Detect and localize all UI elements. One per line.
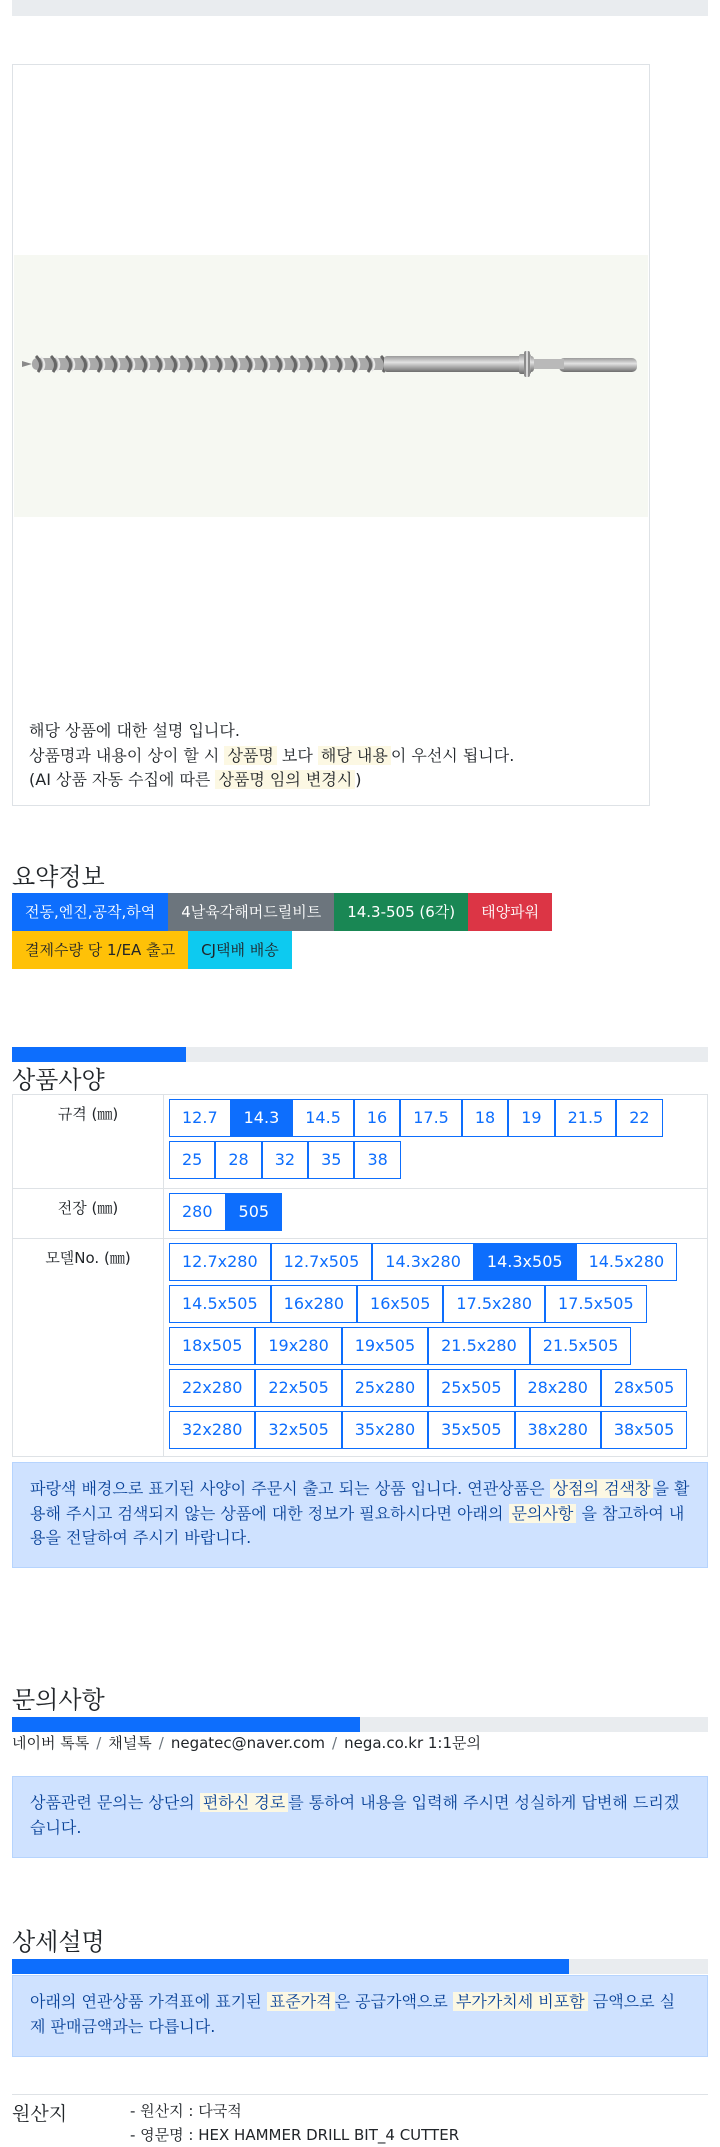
highlight-content: 해당 내용 (318, 746, 391, 765)
length-option-button[interactable]: 280 (169, 1193, 226, 1231)
image-caption (29, 719, 514, 793)
size-option-button[interactable]: 32 (262, 1141, 308, 1179)
model-option-row (169, 1411, 705, 1453)
length-options (164, 1189, 708, 1239)
inquiry-progress (12, 1717, 708, 1732)
model-option-button[interactable]: 17.5x280 (443, 1285, 545, 1323)
summary-badge: 결제수량 당 1/EA 출고 (12, 931, 188, 969)
model-option-row (169, 1285, 705, 1327)
product-photo (14, 255, 648, 517)
model-option-button[interactable]: 17.5x505 (545, 1285, 647, 1323)
product-image-frame (12, 64, 650, 806)
inquiry-channel-link[interactable]: 채널톡 (108, 1734, 152, 1752)
inquiry-channel-link[interactable]: 네이버 톡톡 (12, 1734, 90, 1752)
summary-badges (12, 893, 708, 969)
size-option-button[interactable]: 12.7 (169, 1099, 231, 1137)
length-option-row (169, 1193, 705, 1235)
inquiry-channels (12, 1732, 481, 1753)
highlight-vat: 부가가치세 비포함 (453, 1992, 588, 2011)
channel-separator: / (332, 1734, 338, 1752)
model-option-row (169, 1369, 705, 1411)
model-option-button[interactable]: 38x280 (515, 1411, 601, 1449)
model-option-button[interactable]: 22x505 (255, 1369, 341, 1407)
size-label: 규격 (㎜) (13, 1095, 164, 1189)
model-option-button[interactable]: 16x280 (271, 1285, 357, 1323)
model-label: 모델No. (㎜) (13, 1239, 164, 1457)
model-options (164, 1239, 708, 1457)
detail-title: 상세설명 (12, 1928, 105, 1956)
size-option-row (169, 1141, 705, 1183)
model-option-button[interactable]: 28x505 (601, 1369, 687, 1407)
model-option-button[interactable]: 35x280 (342, 1411, 428, 1449)
model-option-button[interactable]: 19x505 (342, 1327, 428, 1365)
detail-progress-fill (12, 1959, 569, 1974)
summary-badge: 14.3-505 (6각) (334, 893, 468, 931)
origin-lines (130, 2099, 459, 2147)
caption-line-3: (AI 상품 자동 수집에 따른 상품명 임의 변경시 ) (29, 770, 362, 789)
model-option-button[interactable]: 19x280 (255, 1327, 341, 1365)
size-option-row (169, 1099, 705, 1141)
caption-line-2: 상품명과 내용이 상이 할 시 상품명 보다 해당 내용 이 우선시 됩니다. (29, 745, 515, 765)
size-option-button[interactable]: 18 (462, 1099, 508, 1137)
model-option-button[interactable]: 32x280 (169, 1411, 255, 1449)
model-option-button[interactable]: 12.7x505 (271, 1243, 373, 1281)
model-option-button[interactable]: 16x505 (357, 1285, 443, 1323)
detail-progress (12, 1959, 708, 1974)
channel-separator: / (96, 1734, 102, 1752)
size-option-button[interactable]: 17.5 (400, 1099, 462, 1137)
model-option-button[interactable]: 14.3x280 (372, 1243, 474, 1281)
size-option-button[interactable]: 21.5 (555, 1099, 617, 1137)
model-option-button[interactable]: 12.7x280 (169, 1243, 271, 1281)
highlight-name-change: 상품명 임의 변경시 (215, 770, 355, 789)
model-option-button[interactable]: 25x505 (428, 1369, 514, 1407)
inquiry-progress-fill (12, 1717, 360, 1732)
highlight-product-name: 상품명 (224, 746, 276, 765)
model-option-button[interactable]: 25x280 (342, 1369, 428, 1407)
channel-separator: / (158, 1734, 164, 1752)
size-option-button[interactable]: 25 (169, 1141, 215, 1179)
highlight-search: 상점의 검색창 (550, 1479, 654, 1498)
inquiry-channel-link[interactable]: negatec@naver.com (170, 1734, 326, 1752)
model-option-button[interactable]: 21.5x280 (428, 1327, 530, 1365)
spec-title: 상품사양 (12, 1066, 105, 1094)
model-option-row (169, 1327, 705, 1369)
top-progress-bar (12, 0, 708, 16)
model-option-button[interactable]: 18x505 (169, 1327, 255, 1365)
size-option-button[interactable]: 16 (354, 1099, 400, 1137)
highlight-route: 편하신 경로 (200, 1793, 288, 1812)
model-option-button[interactable]: 28x280 (515, 1369, 601, 1407)
length-label: 전장 (㎜) (13, 1189, 164, 1239)
summary-title: 요약정보 (12, 863, 105, 891)
inquiry-channel-link[interactable]: nega.co.kr 1:1문의 (344, 1734, 481, 1752)
summary-badge: 전동,엔진,공작,하역 (12, 893, 168, 931)
drill-bit-image (14, 255, 648, 517)
highlight-inquiry: 문의사항 (509, 1504, 577, 1523)
size-option-button[interactable]: 38 (354, 1141, 400, 1179)
model-option-button[interactable]: 14.3x505 (474, 1243, 576, 1281)
model-option-button[interactable]: 14.5x505 (169, 1285, 271, 1323)
model-option-button[interactable]: 21.5x505 (530, 1327, 632, 1365)
summary-badge: 태양파워 (468, 893, 552, 931)
size-option-button[interactable]: 22 (616, 1099, 662, 1137)
origin-section (12, 2094, 708, 2144)
summary-badge: CJ택배 배송 (188, 931, 292, 969)
length-option-button[interactable]: 505 (226, 1193, 283, 1231)
model-option-button[interactable]: 22x280 (169, 1369, 255, 1407)
spec-note: 파랑색 배경으로 표기된 사양이 주문시 출고 되는 상품 입니다. 연관상품은 상점의 검색창 을 활용해 주시고 검색되지 않는 상품에 대한 정보가 필요하시다면 아래의 문의사항 을 참고하여 내용을 전달하여 주시기 바랍니다. (12, 1462, 708, 1568)
size-option-button[interactable]: 19 (508, 1099, 554, 1137)
model-option-button[interactable]: 35x505 (428, 1411, 514, 1449)
inquiry-note: 상품관련 문의는 상단의 편하신 경로 를 통하여 내용을 입력해 주시면 성실하게 답변해 드리겠습니다. (12, 1776, 708, 1858)
size-option-button[interactable]: 35 (308, 1141, 354, 1179)
caption-line-1: 해당 상품에 대한 설명 입니다. (29, 721, 240, 740)
size-option-button[interactable]: 28 (215, 1141, 261, 1179)
origin-english-name: - 영문명 : HEX HAMMER DRILL BIT_4 CUTTER (130, 2126, 460, 2144)
origin-country: - 원산지 : 다국적 (130, 2102, 242, 2120)
spec-table (12, 1094, 708, 1457)
model-option-button[interactable]: 14.5x280 (576, 1243, 678, 1281)
detail-note: 아래의 연관상품 가격표에 표기된 표준가격 은 공급가액으로 부가가치세 비포함 금액으로 실제 판매금액과는 다릅니다. (12, 1975, 708, 2057)
size-option-button[interactable]: 14.5 (292, 1099, 354, 1137)
size-options (164, 1095, 708, 1189)
model-option-button[interactable]: 38x505 (601, 1411, 687, 1449)
spec-progress (12, 1047, 708, 1062)
highlight-standard-price: 표준가격 (267, 1992, 335, 2011)
origin-label: 원산지 (12, 2103, 68, 2125)
model-option-button[interactable]: 32x505 (255, 1411, 341, 1449)
inquiry-title: 문의사항 (12, 1686, 105, 1714)
size-option-button[interactable]: 14.3 (231, 1099, 293, 1137)
model-option-row (169, 1243, 705, 1285)
summary-badge: 4날육각해머드릴비트 (168, 893, 334, 931)
